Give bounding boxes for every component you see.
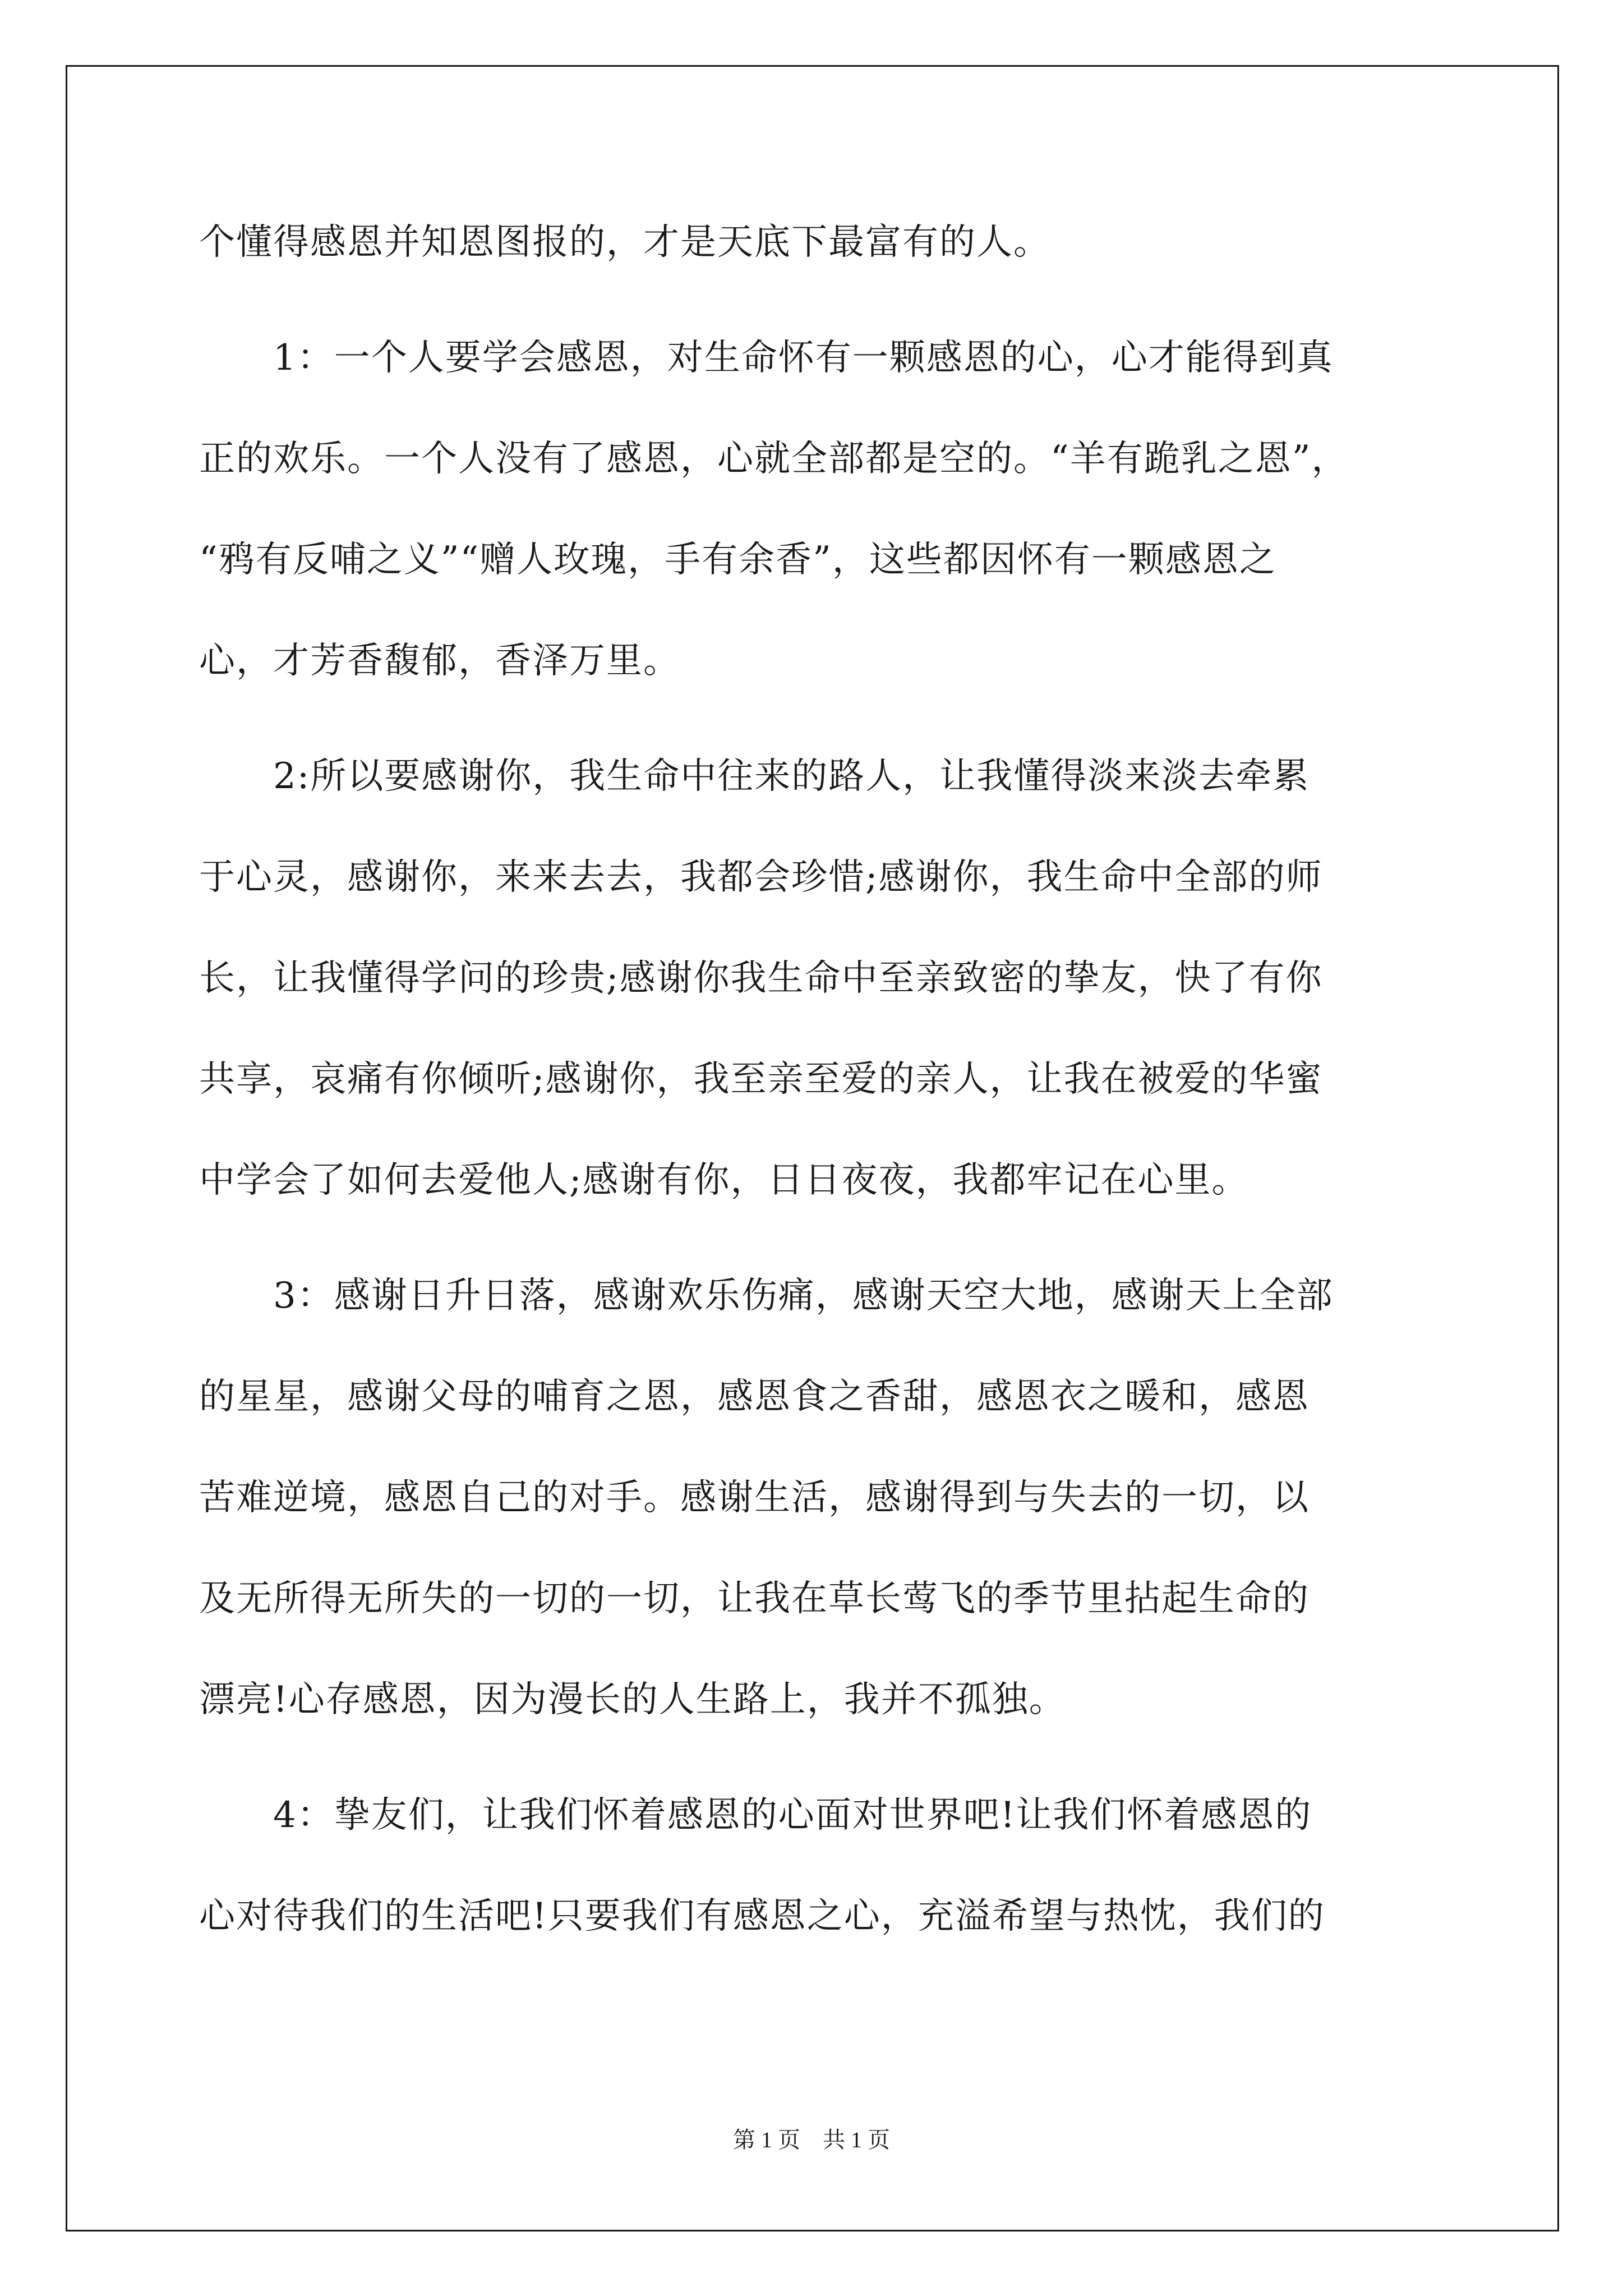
text-line: 心对待我们的生活吧!只要我们有感恩之心，充溢希望与热忱，我们的 [199, 1895, 1325, 1937]
text-line: 心，才芳香馥郁，香泽万里。 [199, 640, 680, 682]
page-number-footer: 第 1 页 共 1 页 [733, 2127, 890, 2152]
text-line: 于心灵，感谢你，来来去去，我都会珍惜;感谢你，我生命中全部的师 [199, 857, 1323, 898]
text-line: 4：挚友们，让我们怀着感恩的心面对世界吧!让我们怀着感恩的 [199, 1795, 1312, 1836]
text-line: 3：感谢日升日落，感谢欢乐伤痛，感谢天空大地，感谢天上全部 [199, 1275, 1334, 1317]
text-line: 正的欢乐。一个人没有了感恩，心就全部都是空的。“羊有跪乳之恩”， [199, 438, 1349, 480]
text-line: 的星星，感谢父母的哺育之恩，感恩食之香甜，感恩衣之暖和，感恩 [199, 1376, 1310, 1418]
text-line: “鸦有反哺之义”“赠人玫瑰，手有余香”，这些都因怀有一颗感恩之 [199, 539, 1276, 581]
text-line: 苦难逆境，感恩自己的对手。感谢生活，感谢得到与失去的一切，以 [199, 1477, 1310, 1519]
text-line: 及无所得无所失的一切的一切，让我在草长莺飞的季节里拈起生命的 [199, 1578, 1310, 1619]
text-line: 共享，哀痛有你倾听;感谢你，我至亲至爱的亲人，让我在被爱的华蜜 [199, 1059, 1323, 1100]
text-line: 1：一个人要学会感恩，对生命怀有一颗感恩的心，心才能得到真 [199, 337, 1334, 379]
text-line: 中学会了如何去爱他人;感谢有你，日日夜夜，我都牢记在心里。 [199, 1159, 1249, 1201]
text-line: 个懂得感恩并知恩图报的，才是天底下最富有的人。 [199, 222, 1050, 263]
text-line: 漂亮!心存感恩，因为漫长的人生路上，我并不孤独。 [199, 1679, 1066, 1720]
text-line: 长，让我懂得学问的珍贵;感谢你我生命中至亲致密的挚友，快了有你 [199, 958, 1323, 999]
text-line: 2:所以要感谢你，我生命中往来的路人，让我懂得淡来淡去牵累 [199, 756, 1310, 797]
